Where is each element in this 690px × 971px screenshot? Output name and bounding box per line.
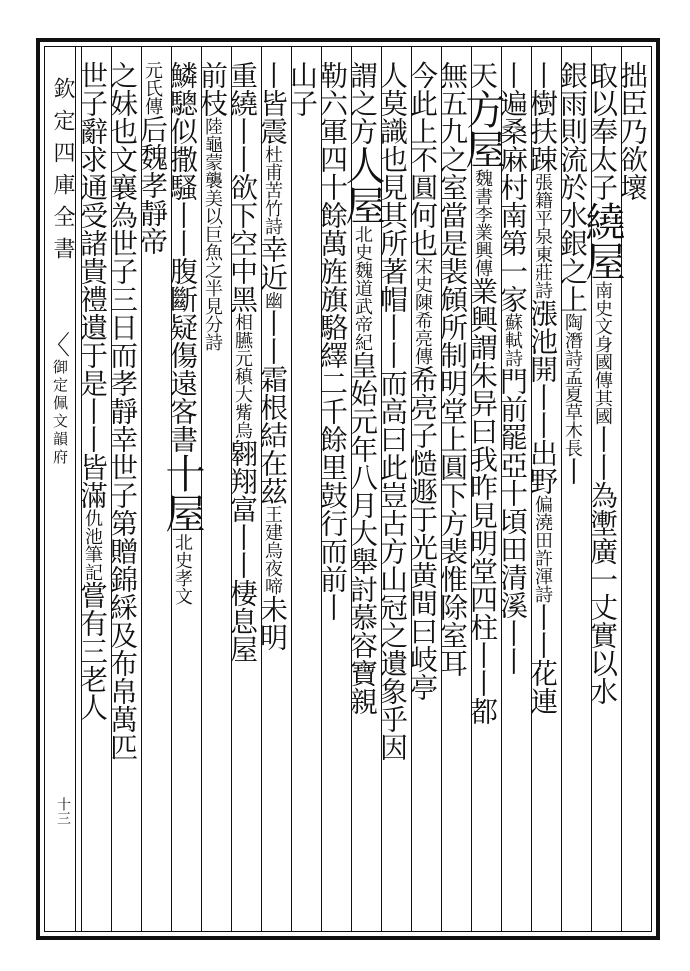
- column-rule: [291, 47, 292, 931]
- text-column: [286, 61, 321, 117]
- column-rule: [321, 47, 322, 931]
- body-text: 丨皆震: [256, 61, 289, 145]
- commentary-text: 元稹大觜烏: [232, 349, 253, 439]
- headword: 繞屋: [579, 201, 625, 281]
- section-title: 御定佩文韻府: [51, 359, 69, 467]
- text-column: [106, 61, 141, 761]
- body-text: 漲池開丨丨出野: [526, 299, 559, 495]
- body-text: 丨丨花連: [526, 603, 559, 715]
- body-text: 皇始元年八月大舉討慕容寶親: [346, 351, 379, 715]
- commentary-text: 北史孝文: [172, 533, 193, 605]
- commentary-text: 南史文身國傳其國: [592, 281, 613, 425]
- commentary-text: 偏澆田許渾詩: [532, 495, 553, 603]
- text-column: [556, 61, 591, 485]
- commentary-text: 魏書李業興傳: [472, 169, 493, 277]
- text-column: [436, 61, 471, 677]
- body-text: 業興謂朱异曰我昨見明堂四柱丨丨都: [466, 277, 499, 725]
- column-rule: [141, 47, 142, 931]
- column-rule: [561, 47, 562, 931]
- column-rule: [261, 47, 262, 931]
- body-text: 希亮子慥遯于光黄間曰岐亭: [406, 365, 439, 701]
- column-rule: [501, 47, 502, 931]
- body-text: 重繞丨丨欲下空中黑: [226, 61, 259, 313]
- body-text: 謂之方: [346, 61, 379, 145]
- body-text: 之妹也文襄為世子三日而孝靜幸世子第贈錦綵及布帛萬匹: [106, 61, 139, 761]
- text-column: [76, 61, 111, 721]
- body-text: 世子辭求通受諸貴禮遺于是丨丨皆滿: [76, 61, 109, 509]
- column-rule: [81, 47, 82, 931]
- column-rule: [471, 47, 472, 931]
- text-column: [459, 61, 505, 725]
- text-column: [526, 61, 561, 715]
- body-text: 丨遍桑麻村南第一家: [496, 61, 529, 313]
- body-text: 取以奉太子: [586, 61, 619, 201]
- body-text: 后魏孝靜帝: [136, 115, 169, 255]
- body-text: 丨丨霜根結在茲: [256, 309, 289, 505]
- commentary-text: 元氏傳: [142, 61, 163, 115]
- body-text: 門前罷亞十頃田清溪丨丨: [496, 367, 529, 675]
- commentary-text: 王建烏夜啼: [262, 505, 283, 595]
- body-text: 山子: [286, 61, 319, 117]
- text-column: [406, 61, 441, 701]
- column-rule: [591, 47, 592, 931]
- inner-border: [44, 46, 652, 932]
- body-text: 前枝: [196, 61, 229, 117]
- commentary-text: 仇池筆記: [82, 509, 103, 581]
- page-number: 十三: [55, 797, 71, 825]
- body-text: 丨樹扶踈: [526, 61, 559, 173]
- headword: 方屋: [459, 89, 505, 169]
- commentary-text: 相臙: [232, 313, 253, 349]
- fishtail-bracket-icon: 〈: [44, 331, 71, 361]
- body-text: 無五九之室當是裴頠所制明堂上圓下方裴惟除室耳: [436, 61, 469, 677]
- body-text: 丨: [556, 457, 589, 485]
- column-rule: [351, 47, 352, 931]
- body-text: 勒六軍四十餘萬旌旗駱繹二千餘里鼓行而前丨: [316, 61, 349, 621]
- commentary-text: 幽: [262, 291, 283, 309]
- text-column: [616, 61, 651, 201]
- text-column: [579, 61, 625, 705]
- text-column: [136, 61, 171, 255]
- column-rule: [621, 47, 622, 931]
- body-text: 未明: [256, 595, 289, 651]
- body-text: 鱗驄似撒騷丨丨腹斷疑傷遠客書: [166, 61, 199, 453]
- commentary-text: 陶潛詩孟夏草木長: [562, 313, 583, 457]
- body-text: 天: [466, 61, 499, 89]
- body-text: 人莫識也見其所著帽丨丨而高曰此豈古方山冠之遺象乎因: [376, 61, 409, 761]
- column-rule: [231, 47, 232, 931]
- text-column: [339, 61, 385, 715]
- page-frame: [36, 38, 660, 940]
- text-column: [226, 61, 261, 663]
- commentary-text: 北史魏道武帝紀: [352, 225, 373, 351]
- column-rule: [111, 47, 112, 931]
- text-column: [256, 61, 291, 651]
- column-rule: [411, 47, 412, 931]
- text-column: [159, 61, 205, 605]
- body-text: 嘗有三老人: [76, 581, 109, 721]
- body-text: 拙臣乃欲壞: [616, 61, 649, 201]
- headword: 人屋: [339, 145, 385, 225]
- column-rule: [441, 47, 442, 931]
- body-text: 今此上不圓何也: [406, 61, 439, 257]
- commentary-text: 陸龜蒙襲美以巨魚之半見分詩: [202, 117, 223, 351]
- text-column: [196, 61, 231, 351]
- commentary-text: 蘇軾詩: [502, 313, 523, 367]
- column-rule: [531, 47, 532, 931]
- text-column: [496, 61, 531, 675]
- body-text: 丨丨為壍廣一丈實以水: [586, 425, 619, 705]
- text-column: [376, 61, 411, 761]
- headword: 十屋: [159, 453, 205, 533]
- body-text: 翱翔富丨丨棲息屋: [226, 439, 259, 663]
- commentary-text: 張籍平泉東莊詩: [532, 173, 553, 299]
- body-text: 銀雨則流於水銀之上: [556, 61, 589, 313]
- column-rule: [171, 47, 172, 931]
- body-text: 幸近: [256, 235, 289, 291]
- text-column: [316, 61, 351, 621]
- commentary-text: 宋史陳希亮傳: [412, 257, 433, 365]
- commentary-text: 杜甫苦竹詩: [262, 145, 283, 235]
- book-title: 欽定四庫全書: [50, 77, 75, 269]
